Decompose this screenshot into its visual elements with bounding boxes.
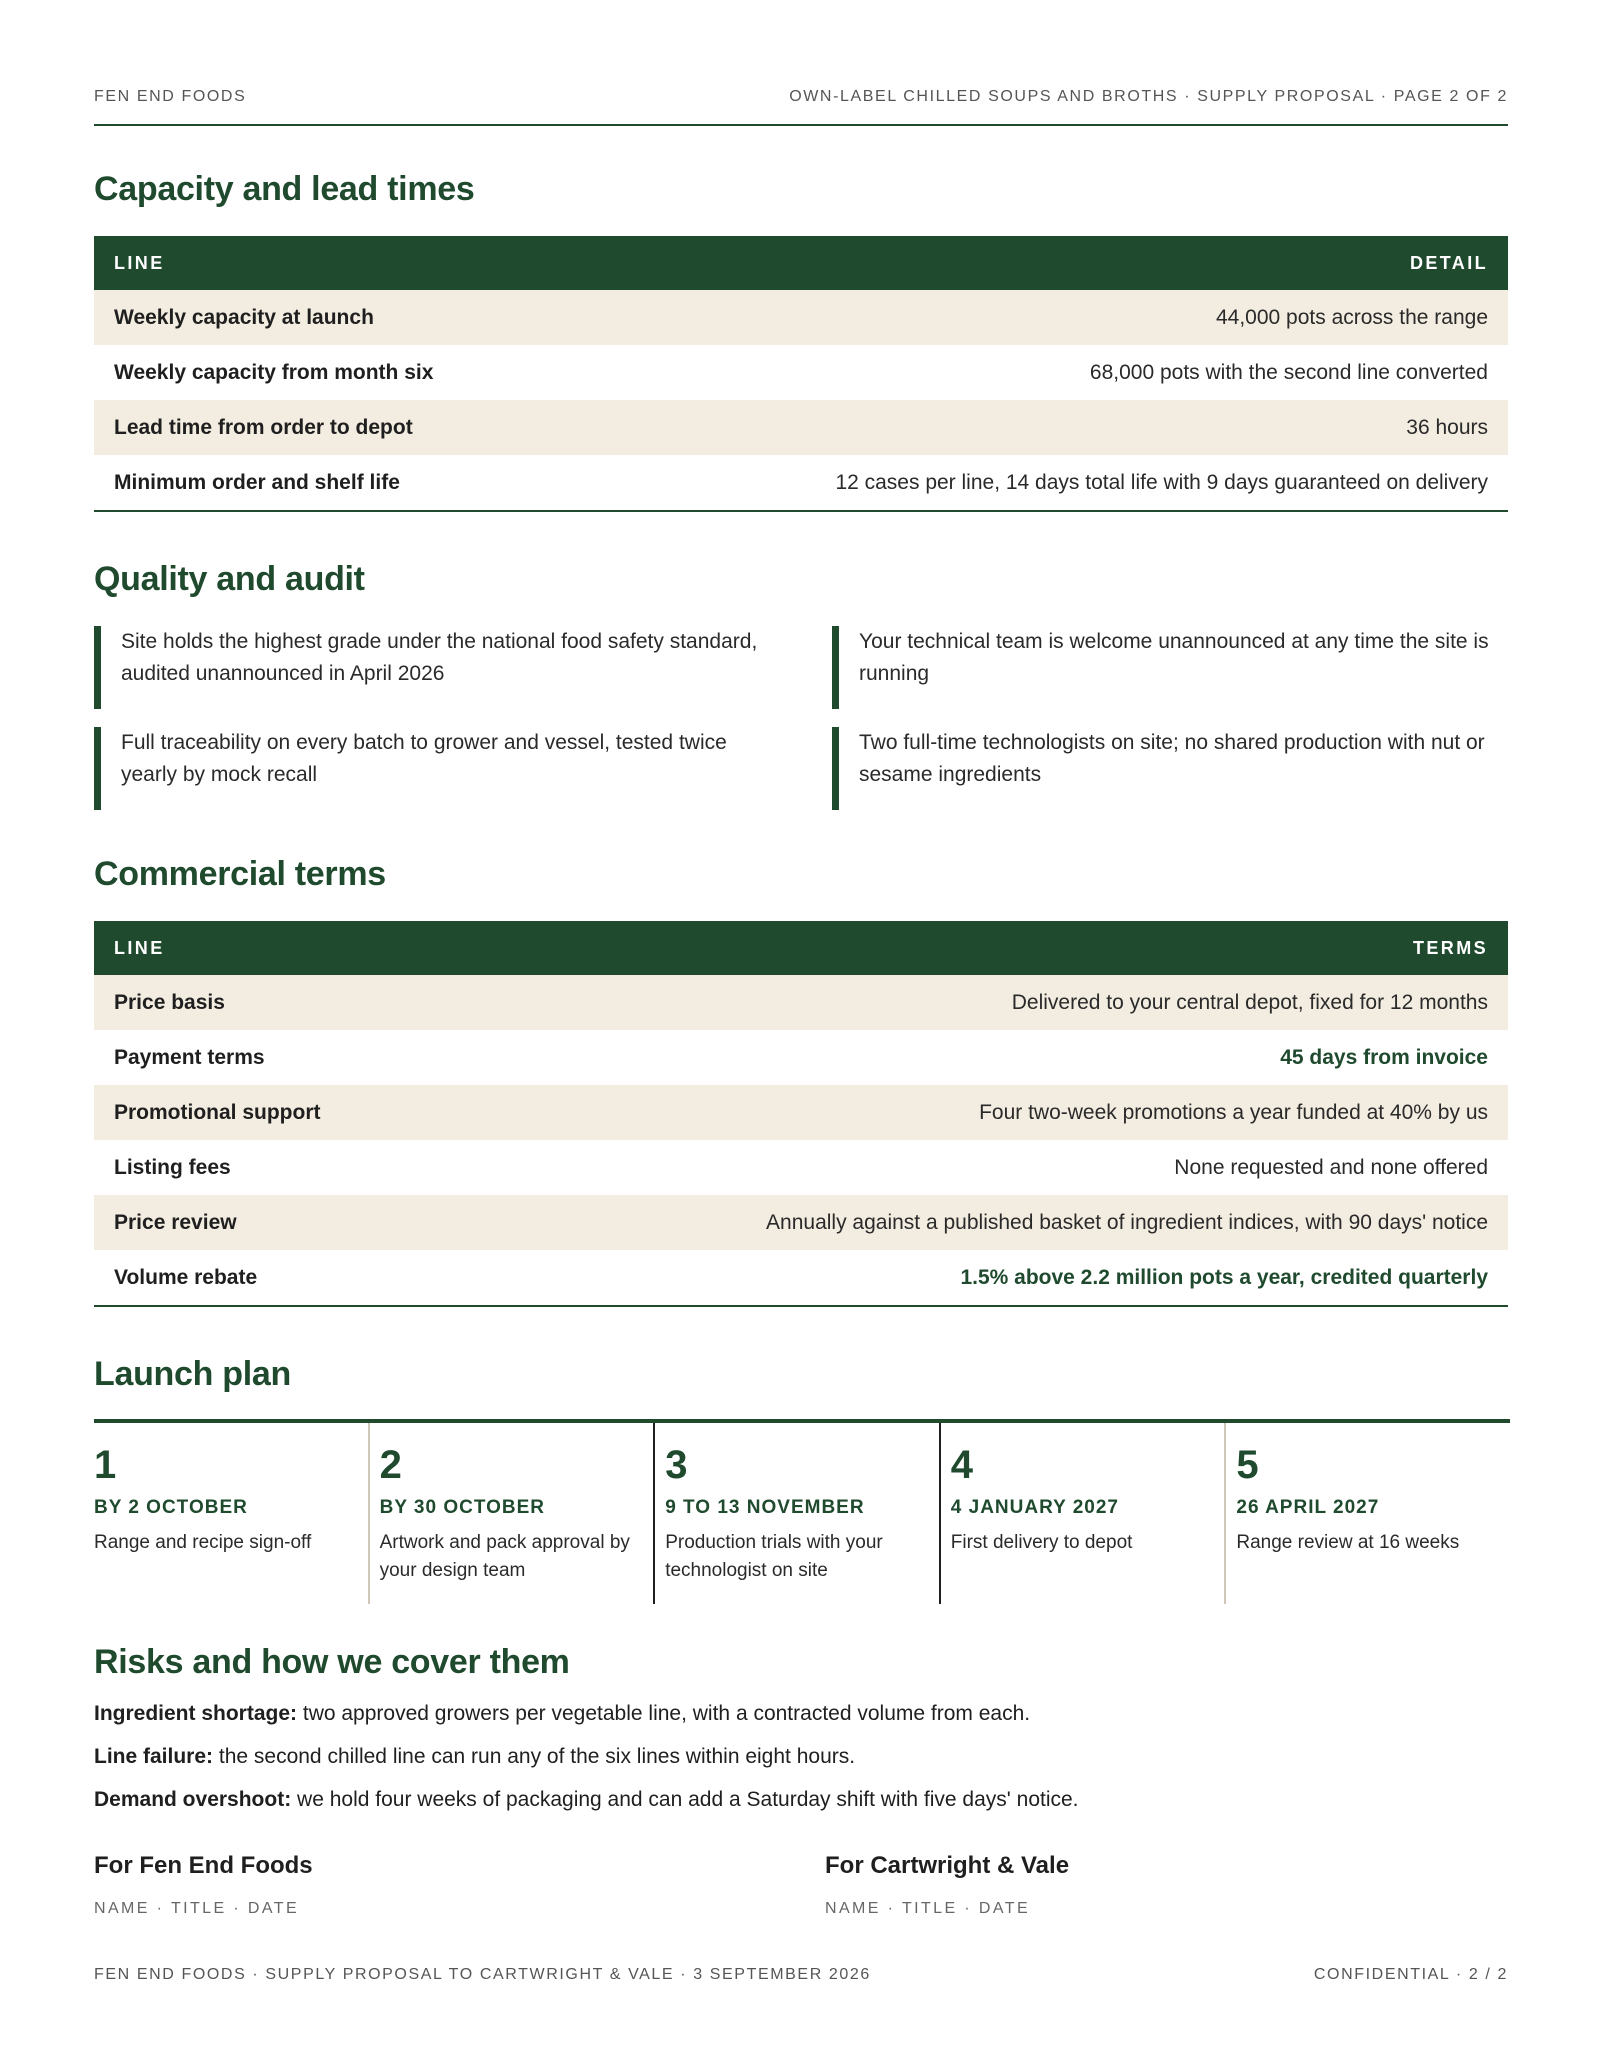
quality-point: Two full-time technologists on site; no shared production with nut or sesame ingredients bbox=[832, 727, 1508, 810]
step-number: 5 bbox=[1236, 1443, 1259, 1487]
capacity-table-body bbox=[94, 290, 1508, 510]
launch-timeline bbox=[94, 1419, 1510, 1604]
table-row bbox=[94, 1250, 1508, 1305]
step-date: 26 APRIL 2027 bbox=[1236, 1497, 1380, 1518]
section-title-capacity: Capacity and lead times bbox=[94, 170, 475, 208]
risk-label: Line failure: bbox=[94, 1745, 214, 1768]
step-date: 9 TO 13 NOVEMBER bbox=[665, 1497, 865, 1518]
capacity-head-detail: DETAIL bbox=[1409, 252, 1488, 273]
row-value-highlight: 1.5% above 2.2 million pots a year, credited quarterly bbox=[960, 1265, 1488, 1289]
step-description: Artwork and pack approval by your design team bbox=[379, 1532, 630, 1581]
row-label: Volume rebate bbox=[114, 1265, 258, 1289]
row-value: 68,000 pots with the second line converted bbox=[1089, 360, 1488, 384]
quality-point: Site holds the highest grade under the national food safety standard, audited unannounced in April 2026 bbox=[94, 626, 770, 709]
row-value: 12 cases per line, 14 days total life with 9 days guaranteed on delivery bbox=[835, 470, 1488, 494]
signoff-party: For Fen End Foods bbox=[94, 1852, 313, 1879]
row-label: Lead time from order to depot bbox=[114, 415, 413, 439]
section-title-risks: Risks and how we cover them bbox=[94, 1643, 570, 1681]
capacity-table-header bbox=[94, 236, 1508, 290]
running-header bbox=[94, 88, 1508, 106]
table-row bbox=[94, 290, 1508, 345]
step-date: BY 2 OCTOBER bbox=[94, 1497, 248, 1518]
quality-points bbox=[94, 626, 1508, 810]
capacity-head-line: LINE bbox=[114, 252, 165, 273]
risk-text: we hold four weeks of packaging and can add a Saturday shift with five days' notice. bbox=[291, 1788, 1079, 1811]
row-label: Price review bbox=[114, 1210, 237, 1234]
quality-point: Full traceability on every batch to grower and vessel, tested twice yearly by mock recall bbox=[94, 727, 770, 810]
signoff-customer bbox=[825, 1852, 1425, 1918]
quality-point: Your technical team is welcome unannounced at any time the site is running bbox=[832, 626, 1508, 709]
capacity-table bbox=[94, 236, 1508, 512]
timeline-step bbox=[94, 1423, 368, 1604]
risk-label: Ingredient shortage: bbox=[94, 1702, 298, 1725]
commercial-table-body bbox=[94, 975, 1508, 1305]
step-description: Range review at 16 weeks bbox=[1236, 1532, 1460, 1553]
row-label: Payment terms bbox=[114, 1045, 265, 1069]
signoff-fields: NAME · TITLE · DATE bbox=[94, 1900, 300, 1917]
row-value: None requested and none offered bbox=[1174, 1155, 1488, 1179]
risk-item bbox=[94, 1788, 1508, 1812]
footer-right: CONFIDENTIAL · 2 / 2 bbox=[1313, 1966, 1508, 1983]
row-value: 36 hours bbox=[1406, 415, 1488, 439]
header-company: FEN END FOODS bbox=[94, 88, 247, 105]
risk-text: two approved growers per vegetable line, with a contracted volume from each. bbox=[297, 1702, 1031, 1725]
step-date: 4 JANUARY 2027 bbox=[950, 1497, 1119, 1518]
row-value: Delivered to your central depot, fixed for 12 months bbox=[1011, 990, 1488, 1014]
signoff-fields: NAME · TITLE · DATE bbox=[825, 1900, 1031, 1917]
row-value: Four two-week promotions a year funded at 40% by us bbox=[979, 1100, 1488, 1124]
row-label: Price basis bbox=[114, 990, 225, 1014]
timeline-step bbox=[653, 1423, 939, 1604]
timeline-step bbox=[368, 1423, 654, 1604]
page-footer bbox=[94, 1966, 1508, 1984]
step-number: 3 bbox=[665, 1443, 688, 1487]
section-title-commercial: Commercial terms bbox=[94, 855, 386, 893]
commercial-head-line: LINE bbox=[114, 937, 165, 958]
table-row bbox=[94, 1030, 1508, 1085]
step-date: BY 30 OCTOBER bbox=[379, 1497, 545, 1518]
risk-item bbox=[94, 1745, 1508, 1769]
row-value: 44,000 pots across the range bbox=[1215, 305, 1488, 329]
row-value-highlight: 45 days from invoice bbox=[1280, 1045, 1488, 1069]
step-number: 1 bbox=[94, 1443, 117, 1487]
table-row bbox=[94, 1140, 1508, 1195]
row-label: Listing fees bbox=[114, 1155, 231, 1179]
commercial-head-terms: TERMS bbox=[1413, 937, 1488, 958]
row-label: Weekly capacity from month six bbox=[114, 360, 434, 384]
header-rule bbox=[94, 124, 1508, 126]
table-row bbox=[94, 1195, 1508, 1250]
row-label: Promotional support bbox=[114, 1100, 321, 1124]
commercial-table bbox=[94, 921, 1508, 1307]
table-row bbox=[94, 455, 1508, 510]
signoff-supplier bbox=[94, 1852, 694, 1918]
step-number: 4 bbox=[950, 1443, 974, 1487]
step-number: 2 bbox=[379, 1443, 402, 1487]
header-doc-ref: OWN-LABEL CHILLED SOUPS AND BROTHS · SUPPLY PROPOSAL · PAGE 2 OF 2 bbox=[789, 88, 1508, 105]
section-title-quality: Quality and audit bbox=[94, 560, 365, 598]
signoff-party: For Cartwright & Vale bbox=[825, 1852, 1070, 1879]
footer-left: FEN END FOODS · SUPPLY PROPOSAL TO CARTWRIGHT & VALE · 3 SEPTEMBER 2026 bbox=[94, 1966, 871, 1983]
timeline-step bbox=[1224, 1423, 1510, 1604]
risk-item bbox=[94, 1702, 1508, 1726]
section-title-launch: Launch plan bbox=[94, 1355, 291, 1393]
table-row bbox=[94, 345, 1508, 400]
timeline-step bbox=[939, 1423, 1225, 1604]
table-row bbox=[94, 1085, 1508, 1140]
row-value: Annually against a published basket of ingredient indices, with 90 days' notice bbox=[766, 1210, 1488, 1234]
step-description: Production trials with your technologist on site bbox=[665, 1532, 883, 1581]
row-label: Weekly capacity at launch bbox=[114, 305, 374, 329]
row-label: Minimum order and shelf life bbox=[114, 470, 400, 494]
risk-label: Demand overshoot: bbox=[94, 1788, 292, 1811]
table-row bbox=[94, 400, 1508, 455]
table-row bbox=[94, 975, 1508, 1030]
step-description: Range and recipe sign-off bbox=[94, 1532, 312, 1553]
commercial-table-header bbox=[94, 921, 1508, 975]
step-description: First delivery to depot bbox=[950, 1532, 1133, 1553]
proposal-page bbox=[94, 0, 1508, 2071]
risk-text: the second chilled line can run any of the six lines within eight hours. bbox=[213, 1745, 856, 1768]
